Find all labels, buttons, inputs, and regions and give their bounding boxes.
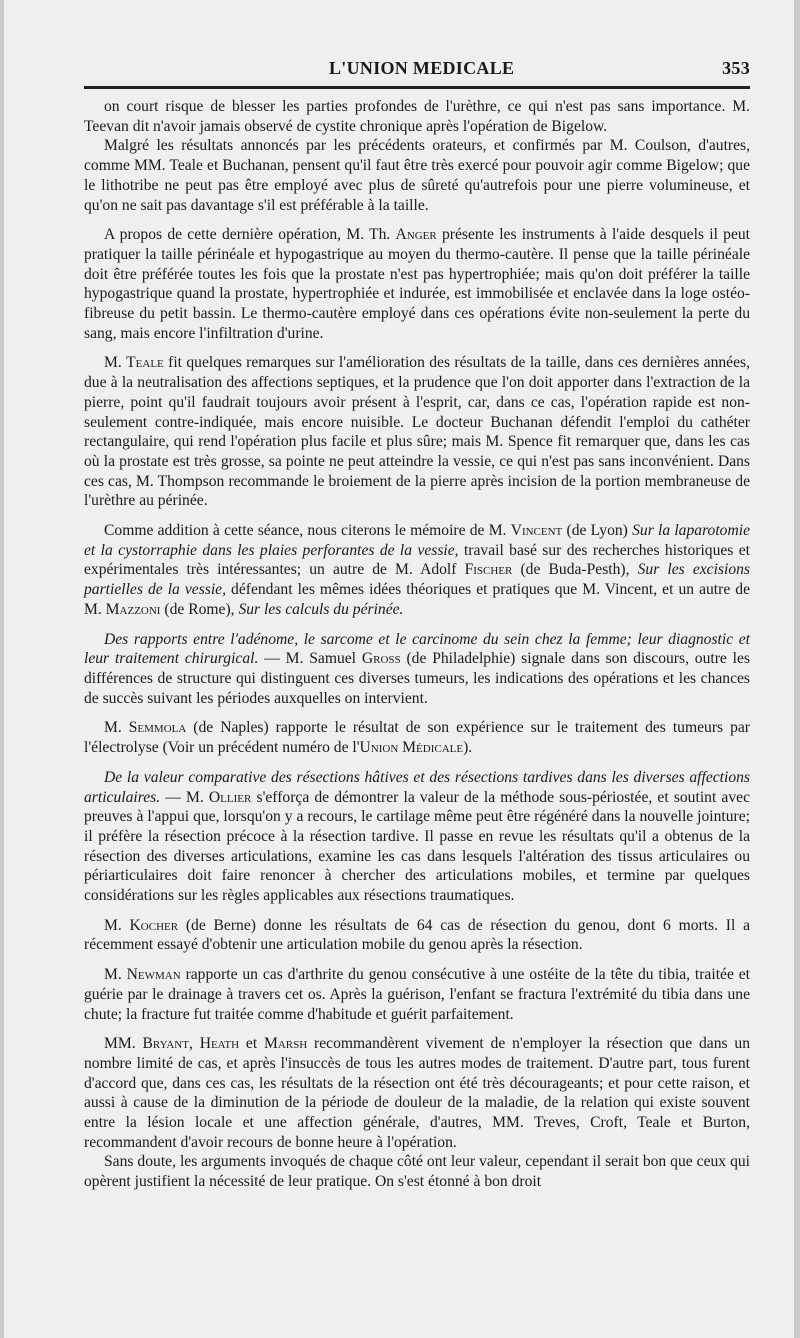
text-run: travail basé sur des recherches historiques et expérimentales très intéressantes; un autre de M. Adolf xyxy=(84,541,750,579)
text-run: fit quelques remarques sur l'amélioration des résultats de la taille, dans ces dernières années, due à la neutralisation des affections septiques, et la prudence que l'on doit apporter dans l'extraction de la pierre, point qu'il faudrait toujours avoir présent à l'esprit, car, dans ce cas, l'opération rapide est non-seulement contre-indiquée, mais encore nuisible. Le docteur Buchanan défendit l'emploi du cathéter rectangulaire, qui rend l'opération plus facile et plus sûre; mais M. Spence fit remarquer que, dans les cas où la prostate est très grosse, sa pointe ne peut atteindre la vessie, ce qui n'est pas sans inconvénient. Dans ces cas, M. Thompson recommande le broiement de la pierre après incision de la portion membraneuse de l'urèthre au périnée. xyxy=(84,354,750,510)
author-name: Teale xyxy=(126,354,164,372)
text-run: (de Lyon) xyxy=(562,522,633,540)
author-name: Marsh xyxy=(264,1035,308,1053)
italic-title: Sur la laparotomie et la cystorraphie dans les plaies perforantes de la vessie, xyxy=(84,522,750,559)
journal-page xyxy=(4,0,794,1338)
italic-title: Sur les excisions partielles de la vessie, xyxy=(84,561,750,599)
text-run: défendant les mêmes idées théoriques et pratiques que M. Vincent, et un autre de M. xyxy=(84,581,751,618)
text-run: (de Rome), xyxy=(160,600,239,618)
author-name: Gross xyxy=(361,650,401,668)
text-run: — M. xyxy=(160,788,209,806)
text-run: Sans doute, les arguments invoqués de chaque côté ont leur valeur, cependant il serait bon que ceux qui opèrent justifient la nécessité de leur pratique. On s'est étonné à bon droit xyxy=(84,1153,750,1191)
author-name: Fischer xyxy=(464,561,513,579)
paragraph xyxy=(84,136,750,215)
paragraph xyxy=(84,225,750,343)
paragraph xyxy=(84,916,750,955)
italic-title: Des rapports entre l'adénome, le sarcome et le carcinome du sein chez la femme; leur diagnostic et leur traitement chirurgical. xyxy=(84,630,750,668)
journal-title: L'UNION MEDICALE xyxy=(329,58,515,78)
text-run: on court risque de blesser les parties profondes de l'urèthre, ce qui n'est pas sans importance. M. Teevan dit n'avoir jamais observé de cystite chronique après l'opération de Bigelow. xyxy=(84,98,750,135)
running-header xyxy=(84,54,750,84)
text-run: recommandèrent vivement de n'employer la résection que dans un nombre limité de cas, et après l'insuccès de tous les autres modes de traitement. D'autre part, tous furent d'accord que, dans ces cas, les résultats de la résection ont été très décourageants; et pour cette raison, et aussi à cause de la diminution de la période de douleur de la maladie, de la relation qui existe souvent entre la lésion locale et une affection générale, d'autres, MM. Treves, Croft, Teale et Burton, recommandent d'avoir recours de bonne heure à l'opération. xyxy=(84,1035,751,1151)
author-name: Ollier xyxy=(208,788,252,806)
text-run: M. xyxy=(104,966,127,984)
author-name: Union Médicale xyxy=(359,739,464,757)
text-run: Comme addition à cette séance, nous citerons le mémoire de M. xyxy=(104,522,511,540)
header-rule xyxy=(84,86,750,89)
author-name: Kocher xyxy=(129,916,179,934)
text-run: (de Philadelphie) signale dans son discours, outre les différences de structure qui distinguent ces diverses tumeurs, les indications des opérations et les chances de succès suivant les périodes auxquelles on intervient. xyxy=(84,650,750,707)
author-name: Bryant xyxy=(142,1035,189,1053)
paragraph xyxy=(84,718,750,757)
text-run: M. xyxy=(104,354,127,372)
paragraph xyxy=(84,630,750,709)
author-name: Vincent xyxy=(510,522,563,540)
paragraph xyxy=(84,97,750,136)
text-run: (de Berne) donne les résultats de 64 cas de résection du genou, dont 6 morts. Il a récemment essayé d'obtenir une articulation mobile du genou après la résection. xyxy=(84,916,750,954)
text-run: présente les instruments à l'aide desquels il peut pratiquer la taille périnéale et hypogastrique au moyen du thermo-cautère. Il pense que la taille périnéale doit être préférée toutes les fois que la prostate n'est pas hypertrophiée; mais qu'on doit préférer la taille hypogastrique quand la prostate, hypertrophiée et indurée, est immobilisée et enclavée dans la loge ostéo-fibreuse du petit bassin. Le thermo-cautère employé dans ces opérations évite non-seulement la perte du sang, mais encore l'infiltration d'urine. xyxy=(84,226,751,342)
text-run: Malgré les résultats annoncés par les précédents orateurs, et confirmés par M. Coulson, d'autres, comme MM. Teale et Buchanan, pensent qu'il faut être très exercé pour pouvoir agir comme Bigelow; que le lithotribe ne peut pas être employé avec plus de sûreté qu'autrefois pour une pierre volumineuse, et qu'on ne sait pas davantage s'il est préférable à la taille. xyxy=(84,137,750,214)
paragraph xyxy=(84,1034,750,1152)
text-run: MM. xyxy=(104,1035,143,1053)
author-name: Semmola xyxy=(128,719,187,737)
author-name: Mazzoni xyxy=(105,600,161,618)
text-run: , xyxy=(188,1035,200,1053)
italic-title: De la valeur comparative des résections hâtives et des résections tardives dans les diverses affections articulaires. xyxy=(84,768,750,806)
text-run: rapporte un cas d'arthrite du genou consécutive à une ostéite de la tête du tibia, traitée et guérie par le drainage à travers cet os. Après la guérison, l'enfant se fractura l'extrémité du tibia dans une chute; la fracture fut traitée comme d'habitude et guérit parfaitement. xyxy=(84,966,750,1023)
text-run: et xyxy=(239,1035,264,1053)
text-run: s'efforça de démontrer la valeur de la méthode sous-périostée, et soutint avec preuves à l'appui que, lorsqu'on y a recours, le cartilage même peut être régénéré dans la nouvelle jointure; il préfère la résection précoce à la résection tardive. Il passe en revue les résultats qu'il a obtenus de la résection des diverses articulations, examine les cas dans lesquels l'altération des tissus articulaires ou périarticulaires doit faire renoncer à chercher des articulations mobiles, et termine par quelques considérations sur les règles applicables aux résections traumatiques. xyxy=(84,788,750,905)
italic-title: Sur les calculs du périnée. xyxy=(238,600,404,618)
text-run: — M. Samuel xyxy=(258,650,362,668)
author-name: Heath xyxy=(199,1035,240,1053)
text-run: M. xyxy=(104,916,130,934)
text-run: A propos de cette dernière opération, M. Th. xyxy=(104,226,396,244)
paragraph xyxy=(84,353,750,511)
text-run: (de Naples) rapporte le résultat de son expérience sur le traitement des tumeurs par l'électrolyse (Voir un précédent numéro de l' xyxy=(84,719,750,757)
article-body xyxy=(84,97,750,1192)
text-run: (de Buda-Pesth), xyxy=(512,561,638,579)
text-run: M. xyxy=(104,719,129,737)
author-name: Anger xyxy=(395,226,437,244)
paragraph xyxy=(84,1152,750,1191)
author-name: Newman xyxy=(126,966,181,984)
text-run: ). xyxy=(463,739,473,757)
paragraph xyxy=(84,521,750,620)
paragraph xyxy=(84,768,750,906)
page-number: 353 xyxy=(722,58,750,78)
paragraph xyxy=(84,965,750,1024)
